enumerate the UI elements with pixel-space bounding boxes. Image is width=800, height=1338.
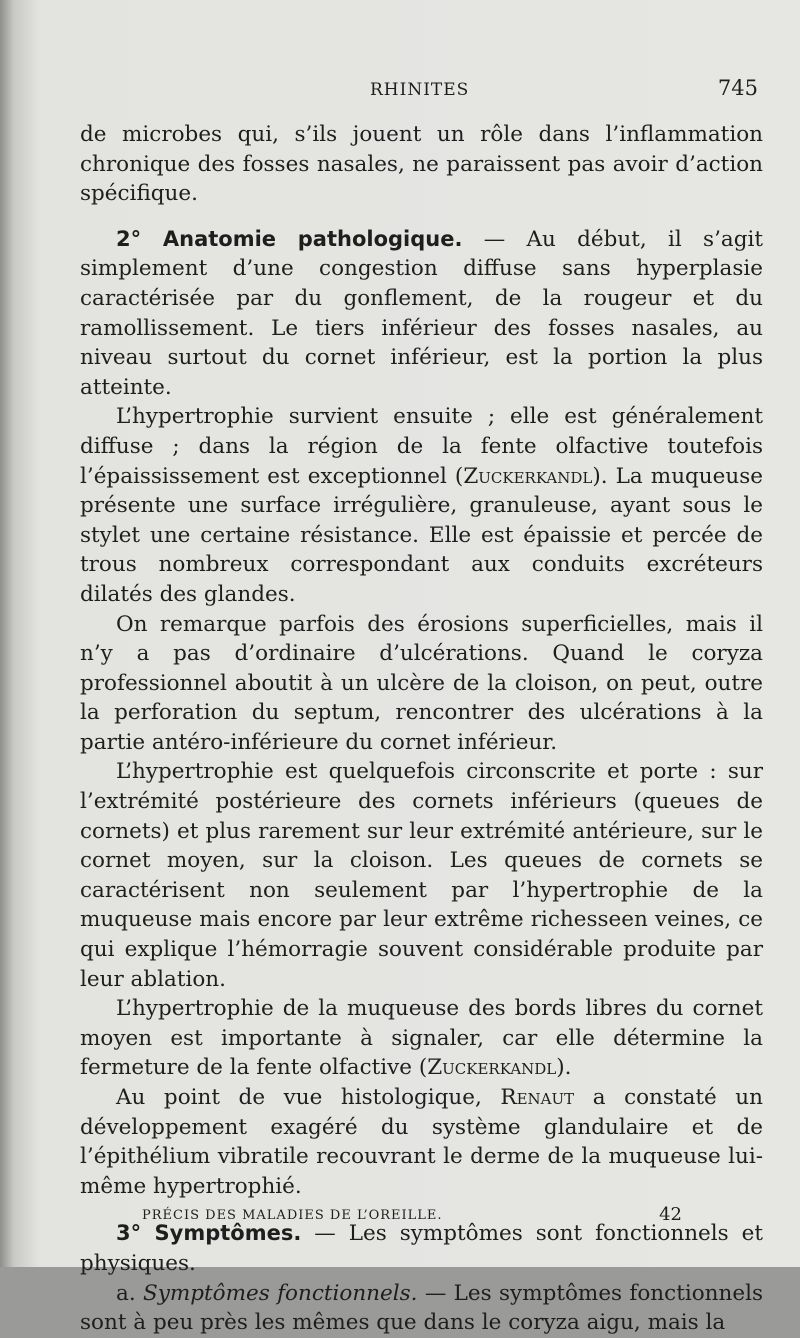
paragraph-fonctionnels: a. Symptômes fonctionnels. — Les symptômes fonctionnels sont à peu près les mêmes que dans le coryza aigu, mais la xyxy=(80,1280,763,1336)
author-name: Renaut xyxy=(500,1085,575,1110)
paragraph-histologique: Au point de vue histologique, Renaut a constaté un développement exagéré du système glandulaire et de l’épithélium vibratile recouvrant le derme de la muqueuse lui-même hypertrophié. xyxy=(80,1085,763,1199)
signature-mark: 42 xyxy=(659,1204,682,1225)
section-heading-symptomes: 3° Symptômes. xyxy=(116,1221,302,1246)
paragraph-symptomes: 3° Symptômes. — Les symptômes sont fonctionnels et physiques. xyxy=(80,1221,763,1276)
body-text xyxy=(80,120,763,1338)
footer-title: PRÉCIS DES MALADIES DE L’OREILLE. xyxy=(142,1208,443,1223)
paragraph-circonscrite: L’hypertrophie est quelquefois circonscrite et porte : sur l’extrémité postérieure des cornets inférieurs (queues de cornets) et plus rarement sur leur extrémité antérieure, sur le cornet moyen, sur la cloison. Les queues de cornets se caractérisent non seulement par l’hypertrophie de la muqueuse mais encore par leur extrême richesseen veines, ce qui explique l’hémorragie souvent considérable produite par leur ablation. xyxy=(80,759,763,992)
paragraph-hypertrophie: L’hypertrophie survient ensuite ; elle est généralement diffuse ; dans la région de la fente olfactive toutefois l’épaississement est exceptionnel (Zuckerkandl). La muqueuse présente une surface irrégulière, granuleuse, ayant sous le stylet une certaine résistance. Elle est épaissie et percée de trous nombreux correspondant aux conduits excréteurs dilatés des glandes. xyxy=(80,404,763,607)
author-name: Zuckerkandl xyxy=(427,1055,557,1081)
paragraph-continuation: de microbes qui, s’ils jouent un rôle dans l’inflammation chronique des fosses nasales, ne paraissent pas avoir d’action spécifique. xyxy=(80,122,763,207)
paragraph-cornet-moyen: L’hypertrophie de la muqueuse des bords libres du cornet moyen est importante à signaler, car elle détermine la fermeture de la fente olfactive (Zuckerkandl). xyxy=(80,996,763,1081)
running-title: RHINITES xyxy=(370,80,470,100)
page-number: 745 xyxy=(717,76,758,100)
paragraph-anatomie: 2° Anatomie pathologique. — Au début, il s’agit simplement d’une congestion diffuse sans hyperplasie caractérisée par du gonflement, de la rougeur et du ramollissement. Le tiers inférieur des fosses nasales, au niveau surtout du cornet inférieur, est la portion la plus atteinte. xyxy=(80,226,763,400)
subheading-fonctionnels: Symptômes fonctionnels. xyxy=(142,1280,418,1306)
page-footer xyxy=(142,1204,682,1225)
page-header xyxy=(80,76,760,106)
section-heading-anatomie: 2° Anatomie pathologique. xyxy=(116,226,463,251)
author-name: Zuckerkandl xyxy=(463,463,593,489)
paragraph-erosions: On remarque parfois des érosions superficielles, mais il n’y a pas d’ordinaire d’ulcérations. Quand le coryza professionnel aboutit à un ulcère de la cloison, on peut, outre la perforation du septum, rencontrer des ulcérations à la partie antéro-inférieure du cornet inférieur. xyxy=(80,611,763,755)
